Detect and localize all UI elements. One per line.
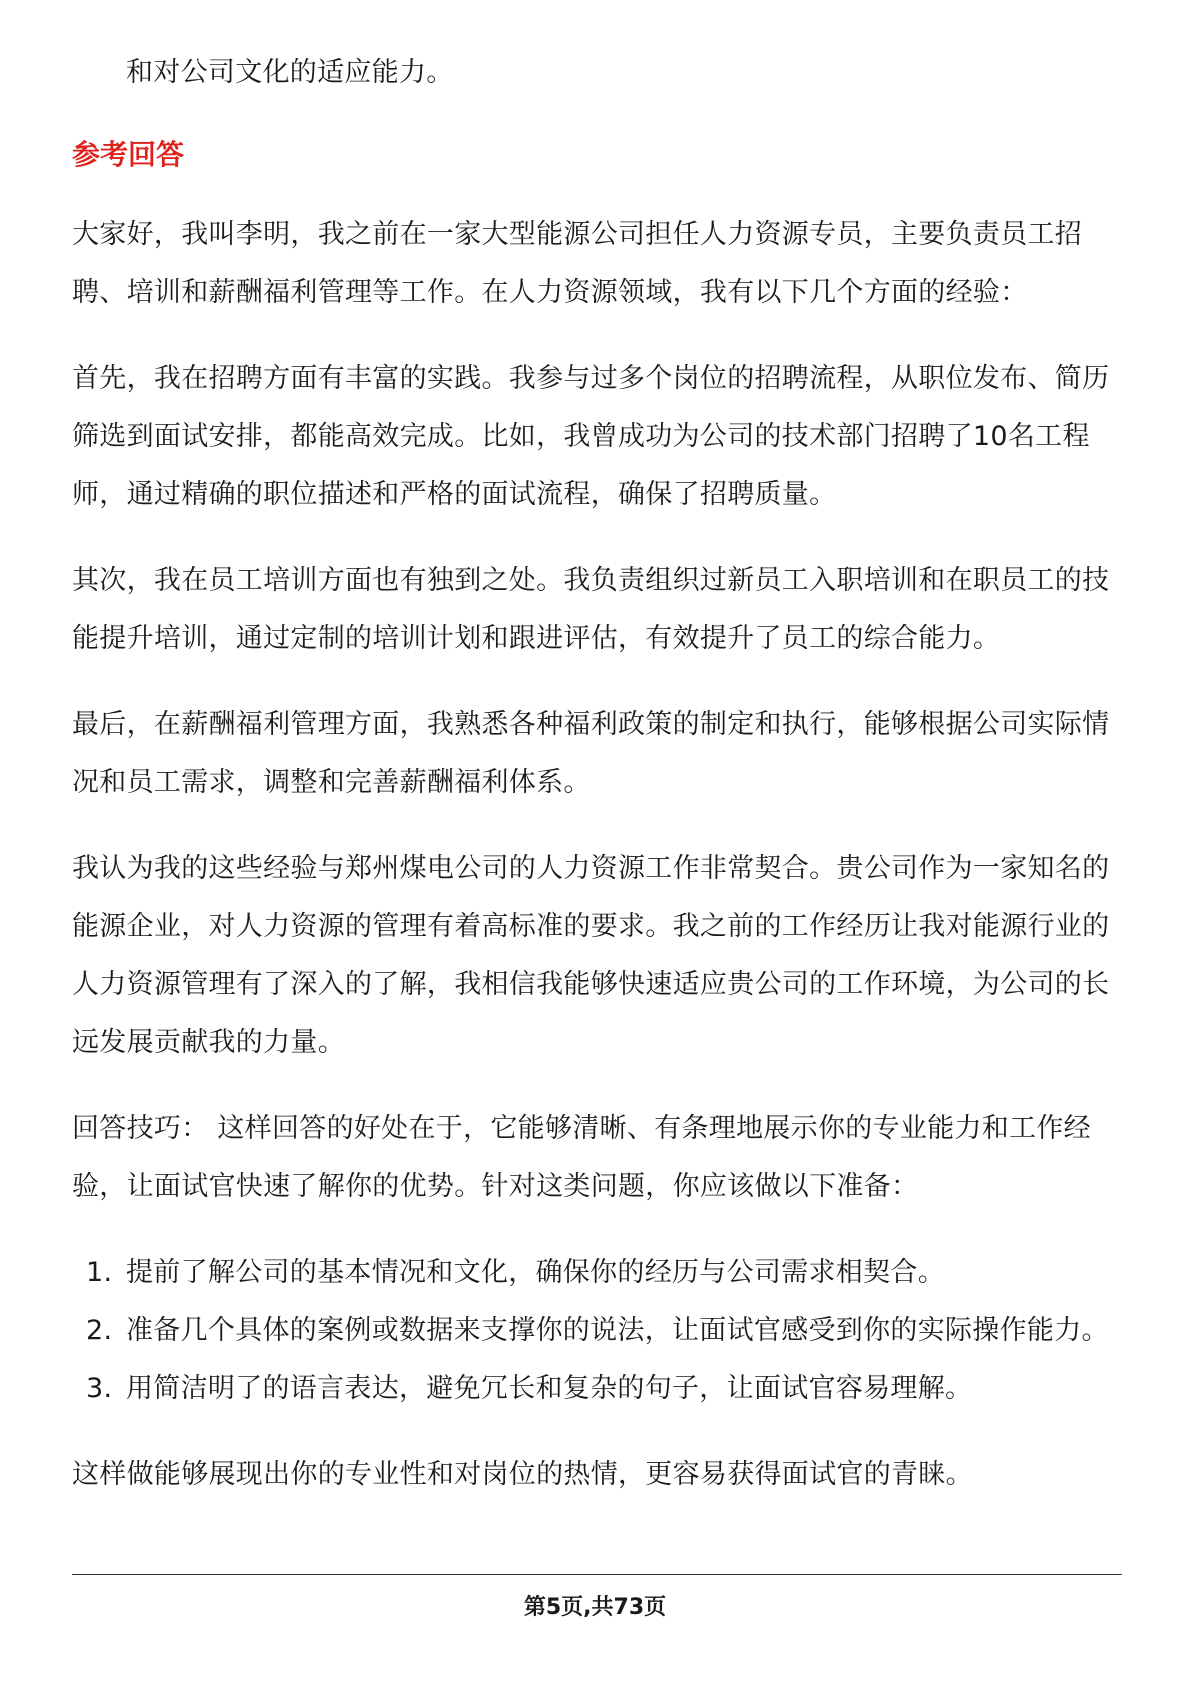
answer-heading: 参考回答: [72, 138, 185, 171]
list-item: [72, 1244, 1122, 1302]
paragraph-training: 其次，我在员工培训方面也有独到之处。我负责组织过新员工入职培训和在职员工的技能提升培训，通过定制的培训计划和跟进评估，有效提升了员工的综合能力。: [72, 565, 1110, 654]
page-content: [72, 44, 1122, 1532]
list-item-number: 2.: [86, 1315, 113, 1346]
page-number: 第5页,共73页: [523, 1595, 667, 1620]
paragraph-intro: 大家好，我叫李明，我之前在一家大型能源公司担任人力资源专员，主要负责员工招聘、培训和薪酬福利管理等工作。在人力资源领域，我有以下几个方面的经验：: [72, 219, 1083, 308]
intro-fragment: 和对公司文化的适应能力。: [126, 57, 454, 88]
list-item-text: 提前了解公司的基本情况和文化，确保你的经历与公司需求相契合。: [126, 1257, 945, 1288]
paragraph-recruiting: 首先，我在招聘方面有丰富的实践。我参与过多个岗位的招聘流程，从职位发布、简历筛选到面试安排，都能高效完成。比如，我曾成功为公司的技术部门招聘了10名工程师，通过精确的职位描述和严格的面试流程，确保了招聘质量。: [72, 363, 1110, 510]
tips-list: [72, 1244, 1122, 1418]
closing-paragraph: 这样做能够展现出你的专业性和对岗位的热情，更容易获得面试官的青睐。: [72, 1459, 973, 1490]
paragraph-compensation: 最后，在薪酬福利管理方面，我熟悉各种福利政策的制定和执行，能够根据公司实际情况和员工需求，调整和完善薪酬福利体系。: [72, 709, 1110, 798]
list-item-number: 3.: [86, 1373, 113, 1404]
footer-divider: [72, 1574, 1122, 1575]
list-item-number: 1.: [86, 1257, 113, 1288]
list-item: [72, 1360, 1122, 1418]
list-item-text: 准备几个具体的案例或数据来支撑你的说法，让面试官感受到你的实际操作能力。: [126, 1315, 1109, 1346]
paragraph-tips-intro: 回答技巧： 这样回答的好处在于，它能够清晰、有条理地展示你的专业能力和工作经验，让面试官快速了解你的优势。针对这类问题，你应该做以下准备：: [72, 1113, 1091, 1202]
list-item-text: 用简洁明了的语言表达，避免冗长和复杂的句子，让面试官容易理解。: [126, 1373, 973, 1404]
paragraph-fit: 我认为我的这些经验与郑州煤电公司的人力资源工作非常契合。贵公司作为一家知名的能源企业，对人力资源的管理有着高标准的要求。我之前的工作经历让我对能源行业的人力资源管理有了深入的了解，我相信我能够快速适应贵公司的工作环境，为公司的长远发展贡献我的力量。: [72, 853, 1110, 1058]
list-item: [72, 1302, 1122, 1360]
